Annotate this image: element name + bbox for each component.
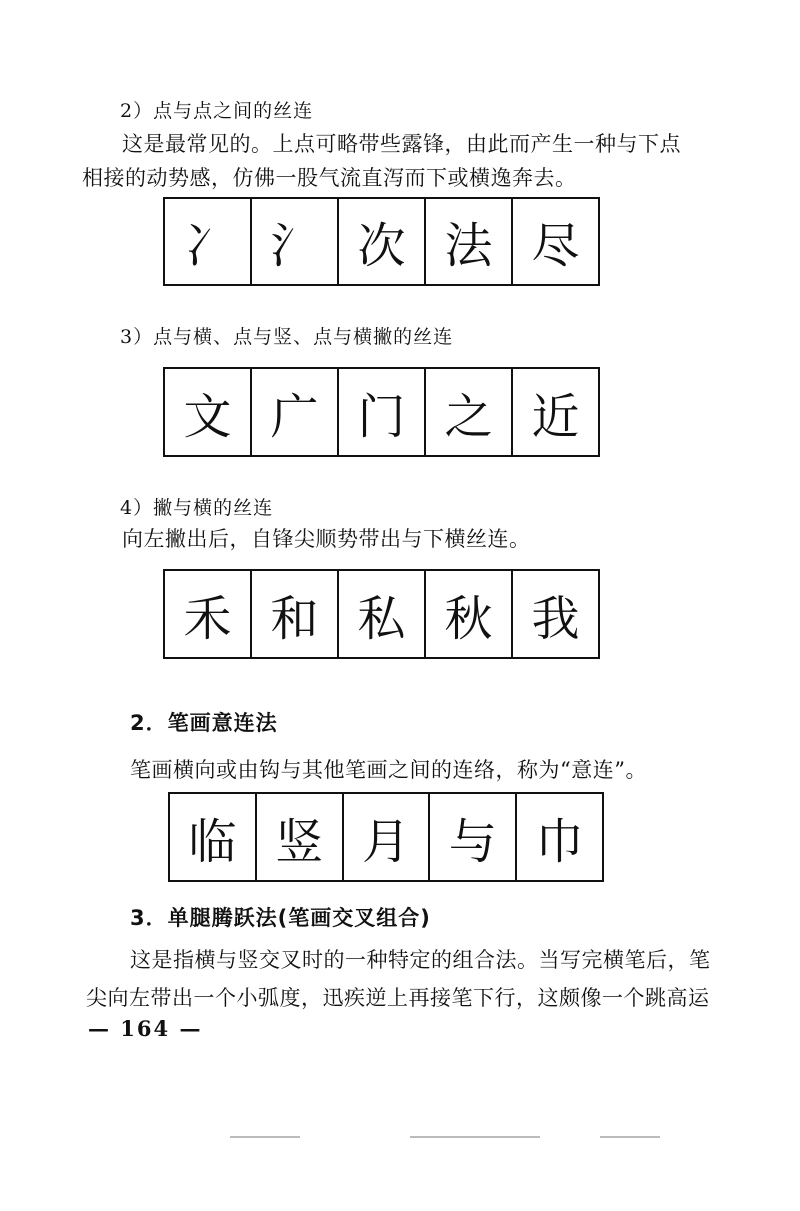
- example-char: 门: [339, 369, 426, 455]
- example-char: 私: [339, 571, 426, 657]
- character-grid-implied-connection: [168, 792, 604, 882]
- character-grid-sweep-to-horizontal: [163, 569, 600, 659]
- paragraph-single-leg-leap-line1: 这是指横与竖交叉时的一种特定的组合法。当写完横笔后，笔: [130, 948, 711, 972]
- page-number: — 164 —: [88, 1016, 203, 1041]
- example-char: 禾: [165, 571, 252, 657]
- subheading-dot-to-dot: 2）点与点之间的丝连: [120, 100, 314, 122]
- example-char: 文: [165, 369, 252, 455]
- example-char: 与: [430, 794, 517, 880]
- example-char: 广: [252, 369, 339, 455]
- example-char: 之: [426, 369, 513, 455]
- example-char: 冫: [165, 199, 252, 284]
- paragraph-sweep-to-horizontal: 向左撇出后，自锋尖顺势带出与下横丝连。: [122, 527, 531, 551]
- example-char: 和: [252, 571, 339, 657]
- paragraph-dot-to-dot-line1: 这是最常见的。上点可略带些露锋，由此而产生一种与下点: [122, 132, 681, 156]
- scan-artifact: [230, 1136, 300, 1138]
- example-char: 巾: [535, 813, 584, 870]
- example-char: 次: [339, 199, 426, 284]
- scan-artifact: [600, 1136, 660, 1138]
- example-char: 尽: [531, 218, 580, 274]
- paragraph-single-leg-leap-line2: 尖向左带出一个小弧度，迅疾逆上再接笔下行，这颇像一个跳高运: [86, 986, 710, 1010]
- scan-artifact: [410, 1136, 540, 1138]
- subheading-dot-to-horizontal: 3）点与横、点与竖、点与横撇的丝连: [120, 326, 454, 348]
- paragraph-implied-connection: 笔画横向或由钩与其他笔画之间的连络，称为“意连”。: [130, 758, 647, 782]
- example-char: 竖: [257, 794, 344, 880]
- example-char: 我: [531, 590, 580, 647]
- section-heading-implied-connection: 2．笔画意连法: [130, 711, 278, 735]
- example-char: 近: [531, 388, 580, 445]
- subheading-sweep-to-horizontal: 4）撇与横的丝连: [120, 497, 274, 519]
- character-grid-dot-to-horizontal: [163, 367, 600, 457]
- example-char: 秋: [426, 571, 513, 657]
- example-char: 法: [426, 199, 513, 284]
- example-char: 月: [344, 794, 431, 880]
- example-char: 氵: [252, 199, 339, 284]
- paragraph-dot-to-dot-line2: 相接的动势感，仿佛一股气流直泻而下或横逸奔去。: [82, 166, 577, 190]
- character-grid-dot-to-dot: [163, 197, 600, 286]
- example-char: 临: [170, 794, 257, 880]
- section-heading-single-leg-leap: 3．单腿腾跃法(笔画交叉组合): [130, 906, 431, 930]
